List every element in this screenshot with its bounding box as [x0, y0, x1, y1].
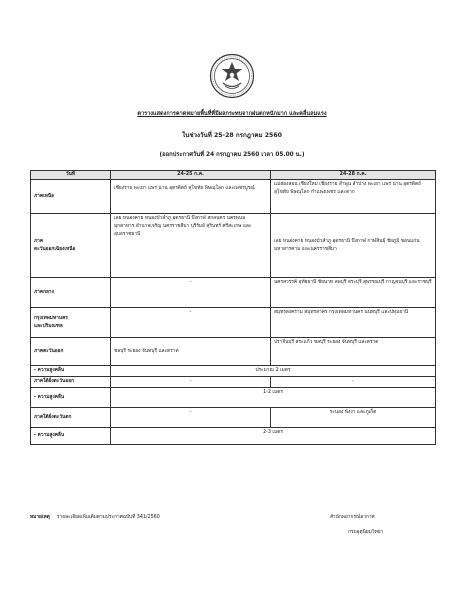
central-day2: นครสวรรค์ อุทัยธานี ชัยนาท ลพบุรี สระบุรี สุพรรณบุรี กาญจนบุรี และราชบุรี	[271, 278, 436, 308]
header-day2: 24-28 ก.ค.	[271, 171, 436, 180]
wave-label: - ความสูงคลื่น	[31, 388, 111, 408]
bangkok-day1: -	[111, 308, 271, 338]
table-row-central	[31, 278, 436, 308]
region-label: ภาคเหนือ	[34, 193, 55, 199]
region-label-line1: ภาค	[34, 238, 44, 244]
table-header-row	[31, 171, 436, 180]
note-label: หมายเหตุ	[30, 515, 50, 520]
region-label: ภาคตะวันออก	[34, 348, 64, 354]
region-label-line2: และปริมณฑล	[34, 323, 63, 329]
region-label-line1: กรุงเทพมหานคร	[34, 315, 68, 321]
region-south-west: ภาคใต้ฝั่งตะวันตก	[31, 408, 111, 428]
east-day2: ปราจีนบุรี สระแก้ว ชลบุรี ระยอง จันทบุรี และตราด	[271, 338, 436, 366]
bangkok-day2: สมุทรสงคราม สมุทรสาคร กรุงเทพมหานคร นนทบุรี และปทุมธานี	[271, 308, 436, 338]
header-day1: 24-25 ก.ค.	[111, 171, 271, 180]
header-region: วันที่	[31, 171, 111, 180]
table-row-south-west	[31, 408, 436, 428]
region-east	[31, 338, 111, 366]
east-day1: ชลบุรี ระยอง จันทบุรี และตราด	[111, 338, 271, 366]
table-row-wave-gulf	[31, 366, 436, 377]
forecast-table	[30, 170, 436, 445]
department-seal-emblem	[209, 53, 255, 99]
northeast-day2: เลย หนองคาย หนองบัวลำภู อุดรธานี บึงกาฬ กาฬสินธุ์ ชัยภูมิ ขอนแก่น มหาสารคาม และนครราชสีมา	[271, 214, 436, 278]
table-row-south-east	[31, 377, 436, 388]
central-day1: -	[111, 278, 271, 308]
region-label-line2: ตะวันออกเฉียงเหนือ	[34, 246, 76, 252]
northeast-day1: เลย หนองคาย หนองบัวลำภู อุดรธานี บึงกาฬ สกลนคร นครพนม มุกดาหาร อำนาจเจริญ นครราชสีมา บุรีรัมย์ สุรินทร์ ศรีสะเกษ และอุบลราชธานี	[111, 214, 271, 278]
table-row-wave-west	[31, 428, 436, 445]
issue-time: (ออกประกาศวันที่ 24 กรกฎาคม 2560 เวลา 05.00 น.)	[159, 152, 305, 158]
north-day1: เชียงราย พะเยา แพร่ น่าน อุตรดิตถ์ สุโขทัย พิษณุโลก และเพชรบูรณ์	[111, 180, 271, 214]
table-row-north	[31, 180, 436, 214]
table-row-bangkok	[31, 308, 436, 338]
document-title: ตารางแสดงการคาดหมายพื้นที่ที่มีผลกระทบจากฝนตกหนักมาก และคลื่นลมแรง	[137, 111, 327, 117]
south-east-day2: -	[271, 377, 436, 388]
south-west-day1: -	[111, 408, 271, 428]
wave-gulf-value: ประมาณ 2 เมตร	[111, 366, 436, 377]
note-text: รายละเอียดเพิ่มเติมตามประกาศฉบับที่ 341/2560	[57, 515, 160, 520]
table-row-northeast	[31, 214, 436, 278]
north-day2: แม่ฮ่องสอน เชียงใหม่ เชียงราย ลำพูน ลำปาง พะเยา แพร่ น่าน อุตรดิตถ์ สุโขทัย พิษณุโลก กำแพงเพชร และตาก	[271, 180, 436, 214]
table-row-wave-east	[31, 388, 436, 408]
wave-label: - ความสูงคลื่น	[31, 366, 111, 377]
region-north	[31, 180, 111, 214]
south-west-day2: ระนอง พังงา และภูเก็ต	[271, 408, 436, 428]
department-name: กรมอุตุนิยมวิทยา	[348, 530, 384, 535]
region-south-east: ภาคใต้ฝั่งตะวันออก	[31, 377, 111, 388]
region-central	[31, 278, 111, 308]
region-label: ภาคกลาง	[34, 289, 54, 295]
wave-east-value: 1-2 เมตร	[111, 388, 436, 408]
agency-name: สำนักพยากรณ์อากาศ	[330, 515, 375, 520]
table-row-east	[31, 338, 436, 366]
region-bangkok	[31, 308, 111, 338]
forecast-period: ในช่วงวันที่ 25-28 กรกฎาคม 2560	[182, 132, 282, 139]
south-east-day1: -	[111, 377, 271, 388]
region-northeast	[31, 214, 111, 278]
wave-label: - ความสูงคลื่น	[31, 428, 111, 445]
wave-west-value: 2-3 เมตร	[111, 428, 436, 445]
